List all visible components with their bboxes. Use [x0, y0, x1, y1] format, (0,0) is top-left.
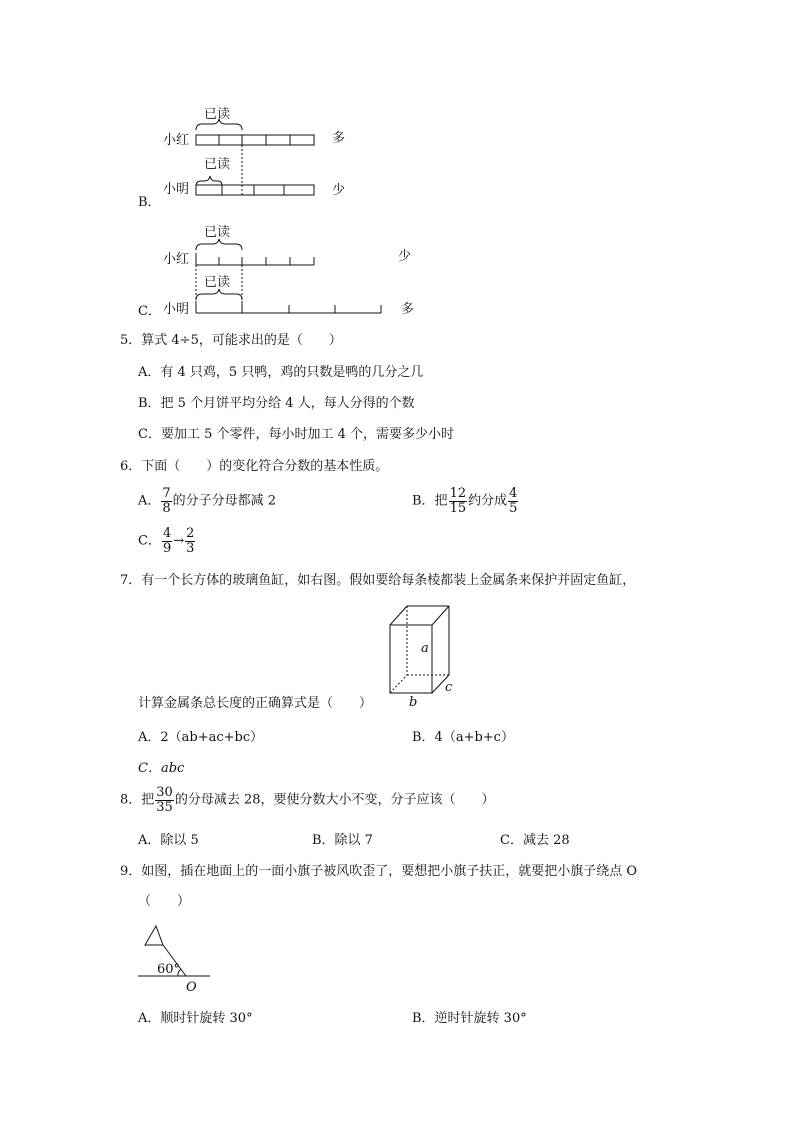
q9-option-a: A．顺时针旋转 30° [138, 1011, 253, 1026]
name-xiaohong: 小红 [163, 252, 190, 267]
q7-continuation: 计算金属条总长度的正确算式是（ ） [138, 696, 373, 711]
arrow-icon: → [173, 533, 185, 549]
option-b-label: B． [138, 195, 161, 210]
name-xiaohong: 小红 [163, 133, 190, 148]
fraction: $\frac{30}{35}$ [156, 785, 173, 815]
fraction: $\frac{12}{15}$ [449, 486, 467, 516]
q8-option-b: B．除以 7 [312, 833, 373, 848]
name-xiaoming: 小明 [163, 182, 190, 197]
q7-option-a: A．2（ab+ac+bc） [138, 730, 264, 745]
read-label-bottom: 已读 [204, 275, 231, 290]
fraction: $\frac{4}{5}$ [509, 486, 518, 516]
q5-stem: 5．算式 4÷5，可能求出的是（ ） [120, 333, 342, 348]
read-label-bottom: 已读 [204, 157, 231, 172]
fraction: $\frac{7}{8}$ [162, 486, 171, 516]
fraction: $\frac{2}{3}$ [186, 526, 195, 556]
q6-option-c: C． $\frac{4}{9}$ → $\frac{2}{3}$ [138, 526, 195, 556]
q6-stem: 6．下面（ ）的变化符合分数的基本性质。 [120, 459, 389, 474]
angle-label: 60° [157, 962, 181, 977]
less-label: 少 [398, 249, 412, 264]
name-xiaoming: 小明 [163, 302, 190, 317]
q7-stem: 7．有一个长方体的玻璃鱼缸，如右图。假如要给每条棱都装上金属条来保护并固定鱼缸， [120, 573, 636, 588]
edge-label-c: c [445, 680, 453, 695]
q5-option-b: B．把 5 个月饼平均分给 4 人，每人分得的个数 [138, 396, 415, 411]
q7-option-b: B．4（a+b+c） [412, 730, 514, 745]
q6-option-b: B．把 $\frac{12}{15}$ 约分成 $\frac{4}{5}$ [412, 486, 518, 516]
q9-paren: （ ） [138, 894, 191, 909]
q5-option-a: A．有 4 只鸡，5 只鸭，鸡的只数是鸭的几分之几 [138, 365, 424, 380]
more-label: 多 [332, 131, 346, 146]
less-label: 少 [332, 183, 346, 198]
q8-stem: 8．把 $\frac{30}{35}$ 的分母减去 28，要使分数大小不变，分子应该（ ） [120, 785, 495, 815]
q9-stem: 9．如图，插在地面上的一面小旗子被风吹歪了，要想把小旗子扶正，就要把小旗子绕点 O [120, 864, 638, 879]
more-label: 多 [401, 302, 415, 317]
edge-label-b: b [409, 695, 418, 710]
option-c-label: C． [138, 304, 161, 319]
q8-option-c: C．减去 28 [500, 833, 570, 848]
q8-option-a: A．除以 5 [138, 833, 199, 848]
edge-label-a: a [421, 641, 429, 656]
q7-option-c: C．abc [138, 761, 185, 776]
q6-option-a: A． $\frac{7}{8}$ 的分子分母都减 2 [138, 486, 277, 516]
q9-option-b: B．逆时针旋转 30° [412, 1011, 527, 1026]
q5-option-c: C．要加工 5 个零件，每小时加工 4 个，需要多少小时 [138, 427, 455, 442]
read-label-top: 已读 [204, 107, 231, 122]
read-label-top: 已读 [204, 225, 231, 240]
fraction: $\frac{4}{9}$ [162, 526, 172, 556]
point-o-label: O [186, 980, 197, 995]
